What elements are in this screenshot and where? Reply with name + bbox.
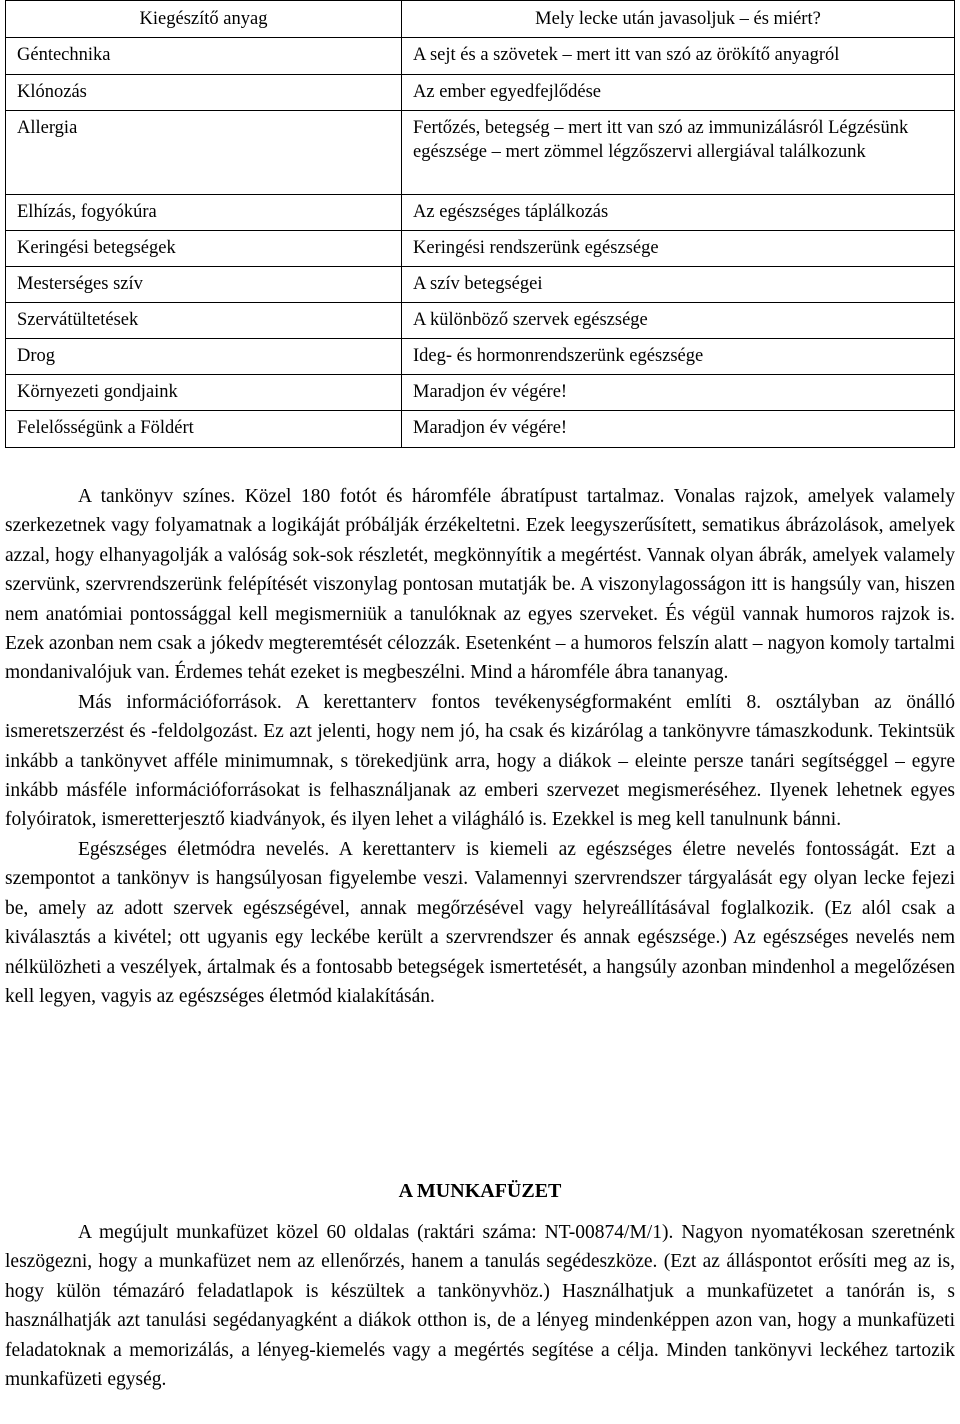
cell-topic: Felelősségünk a Földért bbox=[6, 411, 402, 448]
cell-lesson: Fertőzés, betegség – mert itt van szó az immunizálásról Légzésünk egészsége – mert zömmel légzőszervi allergiával találkozunk bbox=[402, 111, 955, 195]
table-row bbox=[6, 375, 955, 411]
cell-lesson: A sejt és a szövetek – mert itt van szó az örökítő anyagról bbox=[402, 38, 955, 75]
cell-topic: Allergia bbox=[6, 111, 402, 195]
body-text-lower bbox=[5, 1218, 955, 1394]
cell-lesson: Maradjon év végére! bbox=[402, 375, 955, 411]
paragraph-information-sources: Más információforrások. A kerettanterv fontos tevékenységformaként említi 8. osztályban az önálló ismeretszerzést és -feldolgozást. Ez azt jelenti, hogy nem jó, ha csak és kizárólag a tankönyvre támaszkodunk. Tekintsük inkább a tankönyvet afféle minimumnak, s törekedjünk arra, hogy a diákok – eleinte persze tanári segítséggel – egyre inkább másféle információforrásokat is felhasználjanak az emberi szervezet megismeréséhez. Ilyenek lehetnek egyes folyóiratok, ismeretterjesztő kiadványok, és ilyen lehet a világháló is. Ezekkel is meg kell tanulnunk bánni. bbox=[5, 691, 955, 831]
cell-topic: Mesterséges szív bbox=[6, 267, 402, 303]
table-row bbox=[6, 411, 955, 448]
paragraph-health-education: Egészséges életmódra nevelés. A kerettanterv is kiemeli az egészséges életre nevelés fontosságát. Ezt a szempontot a tankönyv is hangsúlyosan figyelembe veszi. Valamennyi szervrendszer tárgyalását egy olyan lecke fejezi be, amely az adott szervek egészségével, annak megőrzésével vagy helyreállításával foglalkozik. (Ez alól csak a kiválasztás a kivétel; ott ugyanis egy leckébe került a szervrendszer és annak egészsége.) Az egészséges nevelés nem nélkülözheti a veszélyek, ártalmak és a fontosabb betegségek ismertetését, a hangsúly azonban mindenhol a megelőzésen kell legyen, vagyis az egészséges életmód kialakításán. bbox=[5, 838, 955, 1007]
header-recommended-lesson: Mely lecke után javasoljuk – és miért? bbox=[402, 1, 955, 38]
paragraph-illustrations: A tankönyv színes. Közel 180 fotót és háromféle ábratípust tartalmaz. Vonalas rajzok, amelyek valamely szerkezetnek vagy folyamatnak a logikáját próbálják érzékeltetni. Ezek leegyszerűsített, sematikus ábrázolások, amelyek azzal, hogy elhanyagolják a valóság sok-sok részletét, megkönnyítik a megértést. Vannak olyan ábrák, amelyek valamely szervünk, szervrendszerünk felépítését viszonylag pontosan mutatják be. A viszonylagosságon itt is hangsúly van, hiszen nem anatómiai pontossággal kell megismerniük a tanulóknak az egyes szerveket. És végül vannak humoros rajzok is. Ezek azonban nem csak a jókedv megteremtését célozzák. Esetenként – a humoros felszín alatt – nagyon komoly tartalmi mondanivalójuk van. Érdemes tehát ezeket is megbeszélni. Mind a háromféle ábra tananyag. bbox=[5, 486, 955, 684]
cell-topic: Géntechnika bbox=[6, 38, 402, 75]
cell-topic: Környezeti gondjaink bbox=[6, 375, 402, 411]
cell-lesson: Ideg- és hormonrendszerünk egészsége bbox=[402, 339, 955, 375]
cell-topic: Elhízás, fogyókúra bbox=[6, 195, 402, 231]
cell-lesson: A különböző szervek egészsége bbox=[402, 303, 955, 339]
cell-lesson: Maradjon év végére! bbox=[402, 411, 955, 448]
body-text-upper bbox=[5, 482, 955, 1011]
table-row bbox=[6, 339, 955, 375]
lesson-table bbox=[5, 0, 955, 448]
cell-lesson: Az ember egyedfejlődése bbox=[402, 75, 955, 111]
section-heading-workbook: A MUNKAFÜZET bbox=[398, 1180, 562, 1202]
cell-topic: Szervátültetések bbox=[6, 303, 402, 339]
cell-lesson: A szív betegségei bbox=[402, 267, 955, 303]
table-row bbox=[6, 267, 955, 303]
cell-lesson: Keringési rendszerünk egészsége bbox=[402, 231, 955, 267]
cell-topic: Klónozás bbox=[6, 75, 402, 111]
table-row bbox=[6, 303, 955, 339]
table-header-row bbox=[6, 1, 955, 38]
cell-topic: Drog bbox=[6, 339, 402, 375]
table-row bbox=[6, 231, 955, 267]
cell-lesson: Az egészséges táplálkozás bbox=[402, 195, 955, 231]
table-row bbox=[6, 38, 955, 75]
cell-topic: Keringési betegségek bbox=[6, 231, 402, 267]
table-row bbox=[6, 111, 955, 195]
paragraph-workbook: A megújult munkafüzet közel 60 oldalas (raktári száma: NT-00874/M/1). Nagyon nyomatékosan szeretnénk leszögezni, hogy a munkafüzet nem az ellenőrzés, hanem a tanulás segédeszköze. (Ezt az álláspontot erősíti meg az is, hogy külön témazáró feladatlapok is készültek a tankönyvhöz.) Használhatjuk a munkafüzetet a tanórán is, s használhatják azt tanulási segédanyagként a diákok otthon is, de a lényeg mindenképpen azon van, hogy a munkafüzeti feladatoknak a memorizálás, a lényeg-kiemelés vagy a megértés segítése a célja. Minden tankönyvi leckéhez tartozik munkafüzeti egység. bbox=[5, 1222, 955, 1391]
table-row bbox=[6, 75, 955, 111]
header-supplementary: Kiegészítő anyag bbox=[6, 1, 402, 38]
table-row bbox=[6, 195, 955, 231]
